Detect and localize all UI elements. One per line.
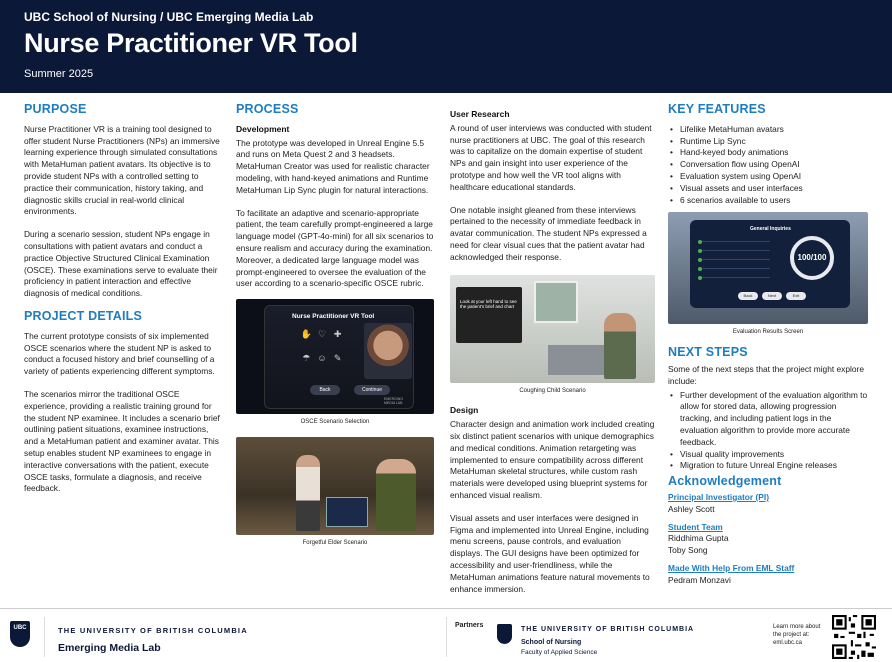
elder-avatar-portrait bbox=[364, 323, 412, 379]
list-item: • Lifelike MetaHuman avatars bbox=[668, 124, 868, 136]
acknowledgement-section bbox=[668, 492, 868, 587]
ubc-crest-icon bbox=[10, 621, 30, 647]
list-item: • Runtime Lip Sync bbox=[668, 136, 868, 148]
osce-scenario-selection-caption: OSCE Scenario Selection bbox=[300, 419, 370, 426]
ubc-wordmark: THE UNIVERSITY OF BRITISH COLUMBIA bbox=[58, 626, 248, 635]
ubc-wordmark-partner: THE UNIVERSITY OF BRITISH COLUMBIA bbox=[521, 626, 695, 633]
design-paragraph-1: Character design and animation work included creating six distinct patient scenarios with unique demographics and medical conditions. Animation retargeting was implemented to ensure compatibility across different MetaHuman skeletal structures, while custom rash materials were developed using blueprint systems for enhanced visual realism. bbox=[450, 419, 655, 500]
project-details-heading: PROJECT DETAILS bbox=[24, 308, 143, 323]
next-steps-intro: Some of the next steps that the project might explore include: bbox=[668, 363, 864, 386]
child-patient-avatar bbox=[604, 313, 636, 379]
list-item: • Conversation flow using OpenAI bbox=[668, 159, 868, 171]
acknowledgement-heading: Acknowledgement bbox=[668, 474, 782, 489]
vr-brief-panel bbox=[326, 497, 368, 527]
purpose-heading: PURPOSE bbox=[24, 102, 87, 116]
qr-code-icon[interactable] bbox=[832, 615, 876, 659]
user-research-paragraph-2: One notable insight gleaned from these interviews pertained to the necessity of immediate feedback in avatar communication. The student NPs expressed a need for clear visual cues that the patient avatar had acknowledged their response. bbox=[450, 204, 647, 262]
process-heading: PROCESS bbox=[236, 102, 299, 116]
pi-label: Principal Investigator (PI) bbox=[668, 491, 769, 502]
project-details-paragraph-1: The current prototype consists of six implemented OSCE scenarios where the student NP is asked to conduct a focused history and brief counselling of a variety of patients experiencing different symptoms. bbox=[24, 330, 215, 377]
development-subheading: Development bbox=[236, 123, 290, 134]
eval-rows bbox=[698, 236, 770, 281]
list-item: • Hand-keyed body animations bbox=[668, 147, 868, 159]
forgetful-elder-caption: Forgetful Elder Scenario bbox=[302, 539, 368, 546]
purpose-paragraph-2: During a scenario session, student NPs engage in consultations with patient avatars and conduct a practice Objective Structured Clinical Examination (OSCE). These examinations serve to evaluate their proficiency in patient interaction and effective diagnosis of medical conditions. bbox=[24, 229, 218, 299]
list-item: • Evaluation system using OpenAI bbox=[668, 171, 868, 183]
partners-label: Partners bbox=[455, 622, 484, 629]
eml-wordmark: Emerging Media Lab bbox=[58, 642, 161, 654]
poster-title: Nurse Practitioner VR Tool bbox=[24, 28, 358, 58]
project-details-paragraph-2: The scenarios mirror the traditional OSCE experience, providing a realistic training ground for the student NP examinee. It includes a scenario brief outlining patient situations, examinee instructions, and a MetaHuman patient and examiner avatar. This setup enables student NP examinees to engage in interactive conversations with the patient, execute OSCE tasks, formulate a diagnosis, and receive feedback. bbox=[24, 388, 220, 494]
osce-scenario-selection-image bbox=[236, 299, 434, 414]
eml-staff-label: Made With Help From EML Staff bbox=[668, 562, 795, 573]
examiner-avatar bbox=[296, 455, 320, 531]
column-2 bbox=[236, 104, 434, 558]
development-paragraph-2: To facilitate an adaptive and scenario-appropriate patient, the team carefully prompt-engineered a large language model (GPT-4o-mini) for all six scenarios to ensure realism and accuracy during the examination. Moreover, a dedicated large language model was prompt-engineered to oversee the evaluation of the user according to a scenario-specific OSCE rubric. bbox=[236, 207, 434, 289]
user-research-paragraph-1: A round of user interviews was conducted with student nurse practitioners at UBC. The goal of this research was to capitalize on the domain expertise of student NPs and gain insight into user experience of the prototype and how well the VR tool aligns with healthcare educational standards. bbox=[450, 122, 652, 192]
coughing-child-image bbox=[450, 275, 655, 383]
column-1 bbox=[24, 104, 222, 506]
school-of-nursing-label: School of Nursing bbox=[521, 639, 582, 646]
poster-footer bbox=[0, 608, 892, 662]
instruction-text: Look at your left hand to see the patient's brief and chart bbox=[460, 298, 517, 310]
poster-date: Summer 2025 bbox=[24, 68, 94, 80]
next-steps-heading: NEXT STEPS bbox=[668, 345, 748, 360]
evaluation-results-caption: Evaluation Results Screen bbox=[732, 329, 804, 336]
team-member: Riddhima Gupta bbox=[668, 533, 729, 544]
column-3 bbox=[450, 109, 655, 606]
next-steps-list bbox=[668, 390, 868, 473]
design-paragraph-2: Visual assets and user interfaces were designed in Figma and implemented into Unreal Engine, including menu screens, pause controls, and evaluation displays. The GUI designs have been optimized for accessibility and user-friendliness, while the MetaHuman animations feature natural movements to enhance immersion. bbox=[450, 512, 650, 594]
development-paragraph-1: The prototype was developed in Unreal Engine 5.5 and runs on Meta Quest 2 and 3 headsets. MetaHuman Creator was used for realistic character modeling, with hand-keyed animations and Runtime MetaHuman Lip Sync plugin for natural interactions. bbox=[236, 137, 430, 195]
instruction-panel bbox=[456, 287, 522, 343]
eval-back-button[interactable]: Back bbox=[738, 292, 758, 300]
eval-title: General Inquiries bbox=[750, 226, 791, 233]
faculty-label: Faculty of Applied Science bbox=[521, 649, 598, 656]
eval-exit-button[interactable]: Exit bbox=[786, 292, 806, 300]
team-member: Toby Song bbox=[668, 545, 708, 556]
user-research-subheading: User Research bbox=[450, 109, 510, 119]
list-item: • 6 scenarios available to users bbox=[668, 195, 868, 207]
back-button[interactable]: Back bbox=[310, 385, 340, 395]
key-features-list bbox=[668, 124, 868, 207]
footer-divider bbox=[44, 617, 45, 657]
scenario-icon-grid: ✋ ♡ ✚ ☂ ☺ ✎ bbox=[300, 329, 342, 363]
column-4 bbox=[668, 104, 868, 587]
eml-staff-name: Pedram Monzavi bbox=[668, 574, 731, 585]
list-item: • Further development of the evaluation algorithm to allow for stored data, allowing progression tracking, and including patient logs in the evaluation algorithm to provide more accurate feedback. bbox=[668, 390, 868, 449]
score-text: 100/100 bbox=[797, 253, 827, 263]
coughing-child-caption: Coughing Child Scenario bbox=[519, 387, 586, 394]
evaluation-results-image bbox=[668, 212, 868, 324]
learn-more-text: Learn more about the project at: eml.ubc.ca bbox=[773, 624, 821, 646]
pi-name: Ashley Scott bbox=[668, 503, 715, 514]
vr-menu-title: Nurse Practitioner VR Tool bbox=[292, 313, 375, 321]
poster-header bbox=[0, 0, 892, 93]
exam-bed bbox=[548, 345, 604, 375]
ubc-crest-icon bbox=[497, 624, 512, 644]
eml-logo-text: EMERGING MEDIA LAB bbox=[384, 397, 404, 406]
list-item: • Visual assets and user interfaces bbox=[668, 183, 868, 195]
list-item: • Migration to future Unreal Engine releases bbox=[668, 460, 868, 472]
footer-divider bbox=[446, 617, 447, 657]
purpose-paragraph-1: Nurse Practitioner VR is a training tool designed to offer student Nurse Practitioners (NPs) an immersive learning experience through simulated consultations with MetaHuman patient avatars. Its objective is to provide student NPs with a controlled setting to practice their communication, history taking, and diagnostic skills crucial in real-world clinical environments. bbox=[24, 123, 220, 217]
list-item: • Visual quality improvements bbox=[668, 449, 868, 461]
key-features-heading: KEY FEATURES bbox=[668, 102, 766, 116]
window-frame bbox=[534, 281, 578, 323]
design-subheading: Design bbox=[450, 405, 479, 416]
eval-next-button[interactable]: Next bbox=[762, 292, 782, 300]
continue-button[interactable]: Continue bbox=[354, 385, 390, 395]
elder-patient-avatar bbox=[376, 459, 416, 531]
forgetful-elder-image bbox=[236, 437, 434, 535]
organization-line: UBC School of Nursing / UBC Emerging Media Lab bbox=[24, 10, 314, 24]
student-team-label: Student Team bbox=[668, 521, 723, 532]
crest-text: UBC bbox=[13, 625, 27, 631]
